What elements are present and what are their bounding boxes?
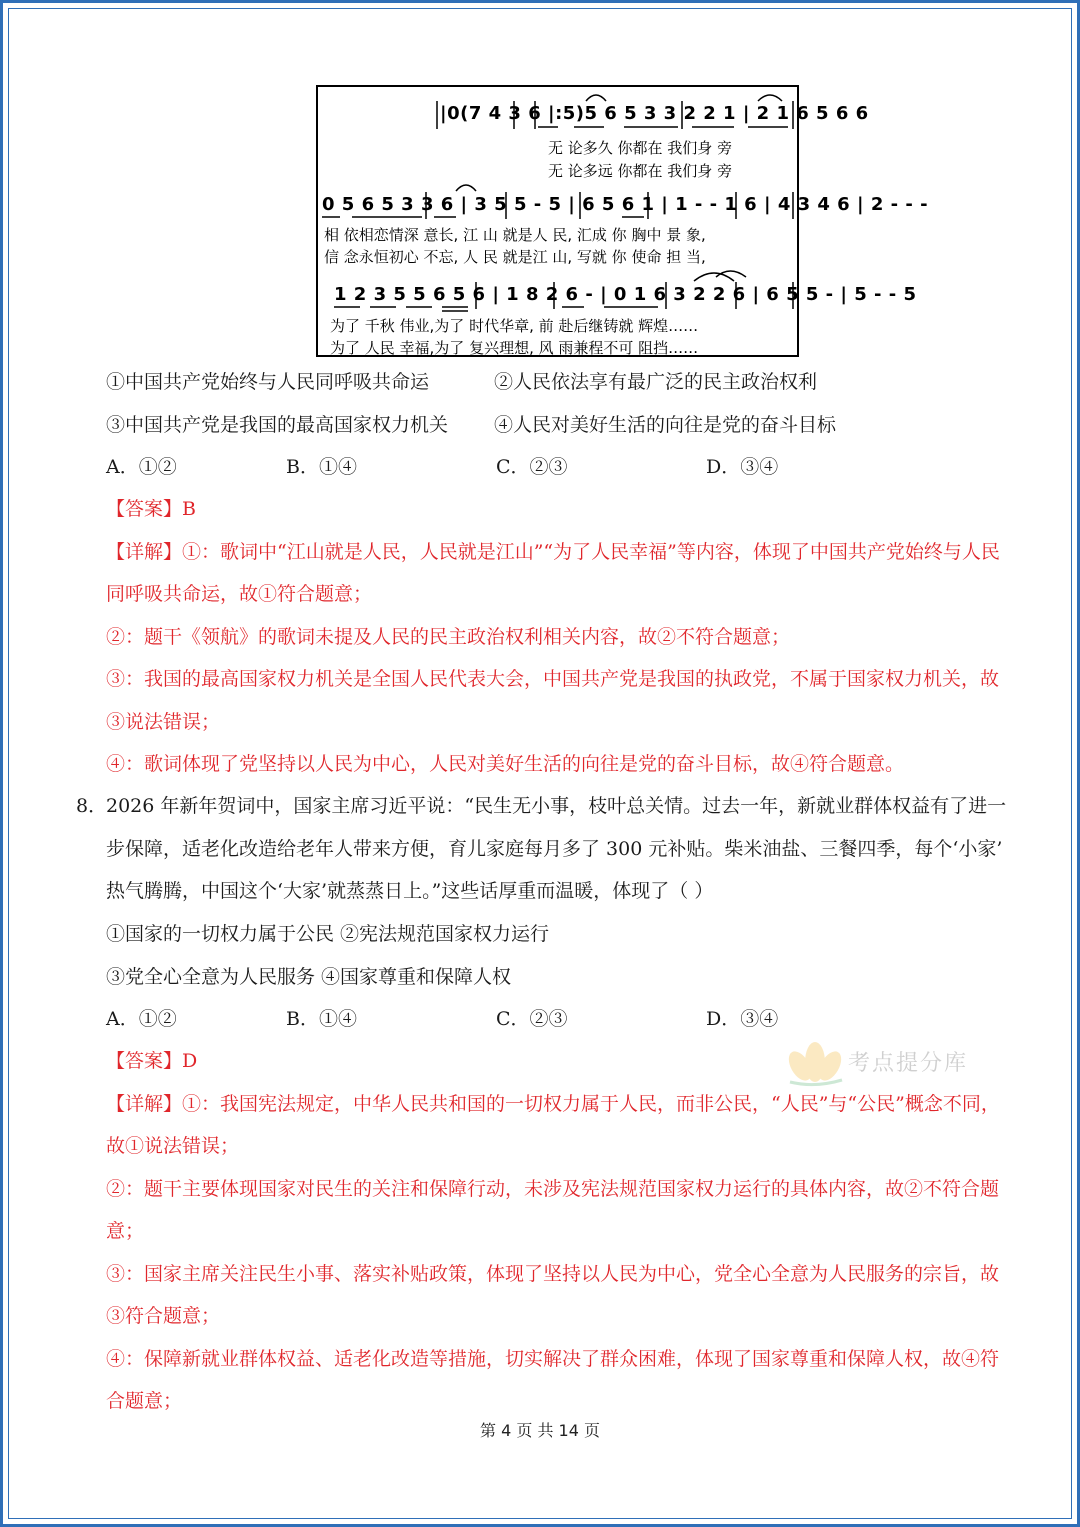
q8-explanation-3b: ③符合题意； [106,1305,221,1327]
lotus-icon [780,1030,850,1090]
q8-explanation-1a: 【详解】①：我国宪法规定，中华人民共和国的一切权力属于人民，而非公民，“人民”与“公民”概念不同， [106,1093,1000,1115]
q8-explanation-3a: ③：国家主席关注民生小事、落实补贴政策，体现了坚持以人民为中心，党全心全意为人民服务的宗旨，故 [106,1263,1000,1285]
q8-option-d: D．③④ [706,1008,779,1030]
q8-choices-2: ③党全心全意为人民服务 ④国家尊重和保障人权 [106,966,512,988]
q8-number: 8． [76,795,108,817]
watermark [780,1030,990,1100]
score-row2-notes: 0 5 6 5 3 3 6 | 3 5 5 - 5 | 6 5 6 1 | 1 - - 1 6 | 4 3 4 6 | 2 - - - [322,194,929,215]
score-row1-lyric2: 无 论多远 你都在 我们身 旁 [548,162,733,180]
q8-option-b: B．①④ [286,1008,357,1030]
q7-explanation-3b: ③说法错误； [106,711,221,733]
score-row1-lyric1: 无 论多久 你都在 我们身 旁 [548,139,733,157]
q8-explanation-1b: 故①说法错误； [106,1135,240,1157]
score-row3-lyric1: 为了 千秋 伟业,为了 时代华章, 前 赴后继铸就 辉煌…… [330,317,699,335]
q8-answer: 【答案】D [106,1050,198,1072]
q7-explanation-4: ④：歌词体现了党坚持以人民为中心，人民对美好生活的向往是党的奋斗目标，故④符合题意。 [106,753,905,775]
q7-choice-3: ③中国共产党是我国的最高国家权力机关 [106,414,449,436]
q8-explanation-2b: 意； [106,1220,145,1242]
page-number-footer: 第 4 页 共 14 页 [480,1421,600,1440]
q7-explanation-2: ②：题干《领航》的歌词未提及人民的民主政治权利相关内容，故②不符合题意； [106,626,791,648]
score-row3-notes: 1 2 3 5 5 6 5 6 | 1 8 2 6 - | 0 1 6 3 2 2 6 | 6 5 5 - | 5 - - 5 [334,284,917,305]
q7-choice-1: ①中国共产党始终与人民同呼吸共命运 [106,371,430,393]
q8-explanation-4a: ④：保障新就业群体权益、适老化改造等措施，切实解决了群众困难，体现了国家尊重和保障人权，故④符 [106,1348,1000,1370]
q8-option-c: C．②③ [496,1008,568,1030]
q7-option-b: B．①④ [286,456,357,478]
q8-stem-1: 2026 年新年贺词中，国家主席习近平说：“民生无小事，枝叶总关情。过去一年，新就业群体权益有了进一 [106,795,1007,817]
q7-explanation-1a: 【详解】①：歌词中“江山就是人民，人民就是江山”“为了人民幸福”等内容，体现了中国共产党始终与人民 [106,541,1000,563]
q7-option-a: A．①② [106,456,177,478]
q7-choice-2: ②人民依法享有最广泛的民主政治权利 [494,371,818,393]
score-row3-lyric2: 为了 人民 幸福,为了 复兴理想, 风 雨兼程不可 阻挡…… [330,339,699,357]
score-row1-notes: |0(7 4 3 6 |:5)5 6 5 3 3 2 2 1 | 2 1 6 5 6 6 [440,103,869,124]
score-row2-lyric1: 相 依相恋情深 意长, 江 山 就是人 民, 汇成 你 胸中 景 象, [324,226,706,244]
q8-option-a: A．①② [106,1008,177,1030]
score-row2-lyric2: 信 念永恒初心 不忘, 人 民 就是江 山, 写就 你 使命 担 当, [324,248,706,266]
q7-answer: 【答案】B [106,498,196,520]
q7-option-c: C．②③ [496,456,568,478]
watermark-text: 考点提分库 [848,1051,969,1076]
q8-explanation-2a: ②：题干主要体现国家对民生的关注和保障行动，未涉及宪法规范国家权力运行的具体内容，故②不符合题 [106,1178,1000,1200]
q7-explanation-3a: ③：我国的最高国家权力机关是全国人民代表大会，中国共产党是我国的执政党，不属于国家权力机关，故 [106,668,1000,690]
q8-stem-3: 热气腾腾，中国这个‘大家’就蒸蒸日上。”这些话厚重而温暖，体现了（ ） [106,880,714,902]
q7-choice-4: ④人民对美好生活的向往是党的奋斗目标 [494,414,837,436]
q7-option-d: D．③④ [706,456,779,478]
q8-choices-1: ①国家的一切权力属于公民 ②宪法规范国家权力运行 [106,923,550,945]
q7-explanation-1b: 同呼吸共命运，故①符合题意； [106,583,373,605]
q8-explanation-4b: 合题意； [106,1390,183,1412]
q8-stem-2: 步保障，适老化改造给老年人带来方便，育儿家庭每月多了 300 元补贴。柴米油盐、三餐四季，每个‘小家’ [106,838,1003,860]
music-score-figure [316,85,929,357]
